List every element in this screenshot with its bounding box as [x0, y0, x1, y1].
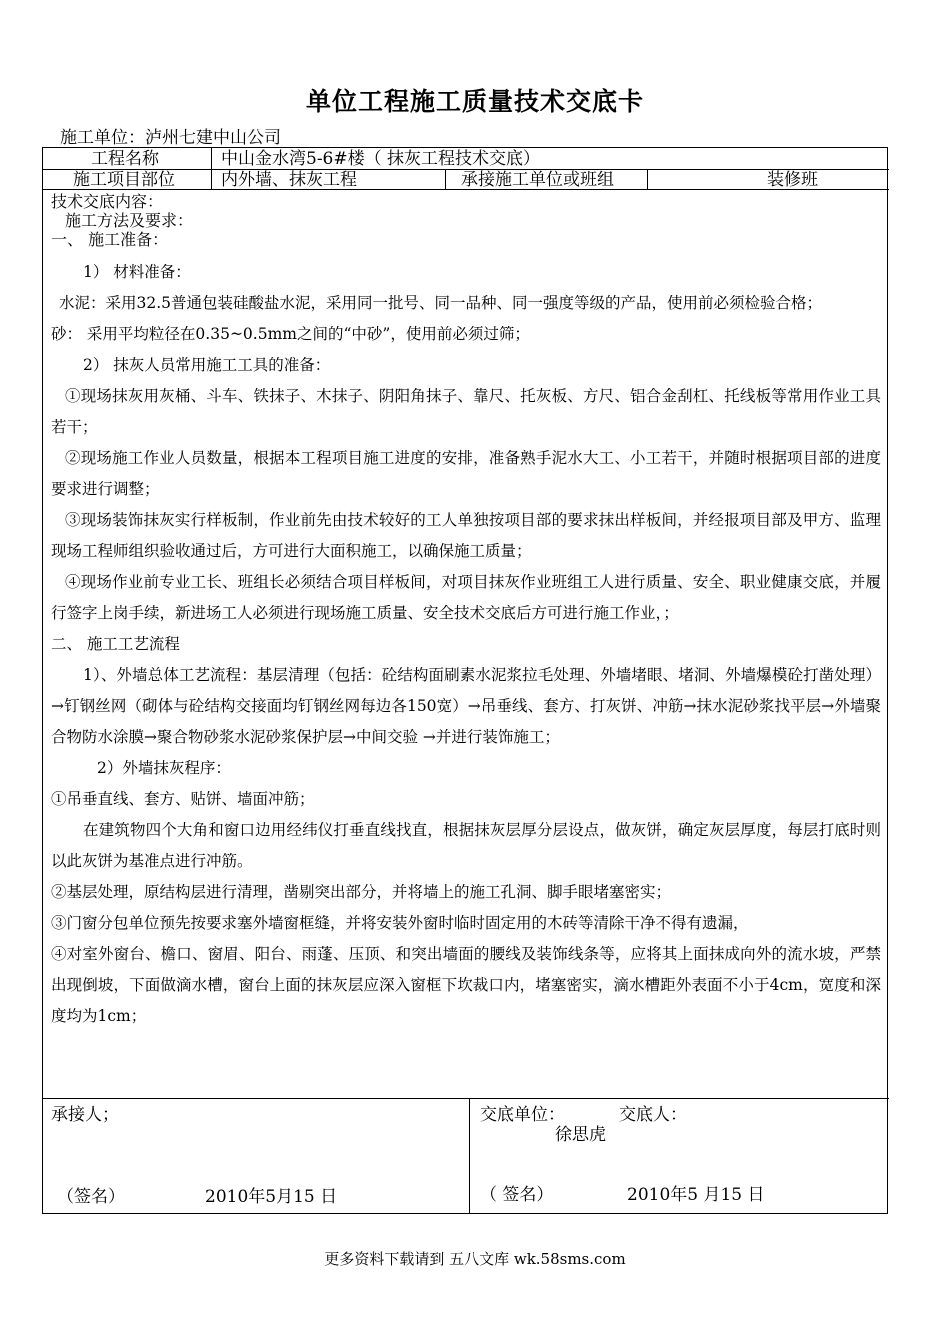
row-divider: [43, 1098, 889, 1099]
paragraph: ①现场抹灰用灰桶、斗车、铁抹子、木抹子、阴阳角抹子、靠尺、托灰板、方尺、铝合金刮杠、托线板等常用作业工具若干；: [51, 387, 881, 436]
handover-unit-label: 交底单位：: [480, 1105, 565, 1125]
paragraph: 水泥：采用32.5普通包装硅酸盐水泥，采用同一批号、同一品种、同一强度等级的产品，使用前必须检验合格；: [59, 294, 823, 312]
paragraph: 1） 材料准备：: [83, 263, 191, 281]
paragraph: ④对室外窗台、檐口、窗眉、阳台、雨蓬、压顶、和突出墙面的腰线及装饰线条等，应将其上面抹成向外的流水坡，严禁出现倒坡，下面做滴水槽，窗台上面的抹灰层应深入窗框下坎裁口内，堵塞密实，滴水槽距外表面不小于4cm，宽度和深度均为1cm；: [51, 945, 881, 1025]
paragraph: ③现场装饰抹灰实行样板制，作业前先由技术较好的工人单独按项目部的要求抹出样板间，并经报项目部及甲方、监理现场工程师组织验收通过后，方可进行大面积施工，以确保施工质量；: [51, 511, 881, 560]
col-divider: [445, 169, 446, 189]
paragraph: 2） 抹灰人员常用施工工具的准备：: [83, 356, 331, 374]
receiver-unit-value: 装修班: [767, 170, 818, 190]
paragraph: 一、 施工准备：: [51, 230, 169, 249]
handover-content: [51, 192, 881, 1032]
paragraph: 1）、外墙总体工艺流程：基层清理（包括：砼结构面刷素水泥浆拉毛处理、外墙堵眼、堵洞、外墙爆模砼打凿处理）→钉钢丝网（砌体与砼结构交接面均钉钢丝网每边各150宽）→吊垂线、套方、打灰饼、冲筋→抹水泥砂浆找平层→外墙聚合物防水涂膜→聚合物砂浆水泥砂浆保护层→中间交验 →并进行装饰施工；: [51, 666, 881, 746]
project-part-value: 内外墙、抹灰工程: [221, 170, 357, 190]
receiver-unit-label: 承接施工单位或班组: [461, 170, 614, 190]
project-name-value: 中山金水湾5-6#楼（ 抹灰工程技术交底）: [221, 149, 541, 169]
paragraph: ②现场施工作业人员数量，根据本工程项目施工进度的安排，准备熟手泥水大工、小工若干，并随时根据项目部的进度要求进行调整；: [51, 449, 881, 498]
construction-unit-line: 施工单位：泸州七建中山公司: [60, 128, 281, 148]
paragraph: ②基层处理，原结构层进行清理，凿剔突出部分，并将墙上的施工孔洞、脚手眼堵塞密实；: [51, 883, 672, 901]
paragraph: 2）外墙抹灰程序：: [97, 759, 231, 777]
paragraph: ③门窗分包单位预先按要求塞外墙窗框缝，并将安装外窗时临时固定用的木砖等清除干净不得有遗漏，: [51, 914, 749, 932]
paragraph: ①吊垂直线、套方、贴饼、墙面冲筋；: [51, 790, 315, 808]
handover-sign: （ 签名）: [480, 1185, 554, 1205]
content-heading: 技术交底内容：: [51, 192, 164, 211]
paragraph: 二、 施工工艺流程: [51, 635, 180, 653]
col-divider: [469, 1098, 470, 1214]
col-divider: [647, 169, 648, 189]
project-part-label: 施工项目部位: [73, 170, 175, 190]
receiver-sign: （签名）: [57, 1187, 125, 1207]
document-title: 单位工程施工质量技术交底卡: [305, 87, 644, 116]
paragraph: 砂： 采用平均粒径在0.35~0.5mm之间的“中砂”，使用前必须过筛；: [51, 325, 530, 343]
receiver-label: 承接人；: [51, 1105, 119, 1125]
handover-date: 2010年5 月15 日: [627, 1185, 765, 1205]
handover-person-label: 交底人：: [619, 1105, 687, 1125]
content-sub-heading: 施工方法及要求：: [65, 211, 194, 230]
receiver-date: 2010年5月15 日: [205, 1187, 338, 1207]
project-name-label: 工程名称: [91, 149, 159, 169]
handover-table: [42, 147, 888, 1214]
footer-link[interactable]: 更多资料下载请到 五八文库 wk.58sms.com: [324, 1250, 626, 1268]
col-divider: [211, 148, 212, 189]
paragraph: 在建筑物四个大角和窗口边用经纬仪打垂直线找直，根据抹灰层厚分层设点，做灰饼，确定灰层厚度，每层打底时则以此灰饼为基准点进行冲筋。: [51, 821, 881, 870]
handover-person-name: 徐思虎: [555, 1125, 606, 1145]
paragraph: ④现场作业前专业工长、班组长必须结合项目样板间，对项目抹灰作业班组工人进行质量、安全、职业健康交底，并履行签字上岗手续，新进场工人必须进行现场施工质量、安全技术交底后方可进行施工作业，；: [51, 573, 881, 622]
